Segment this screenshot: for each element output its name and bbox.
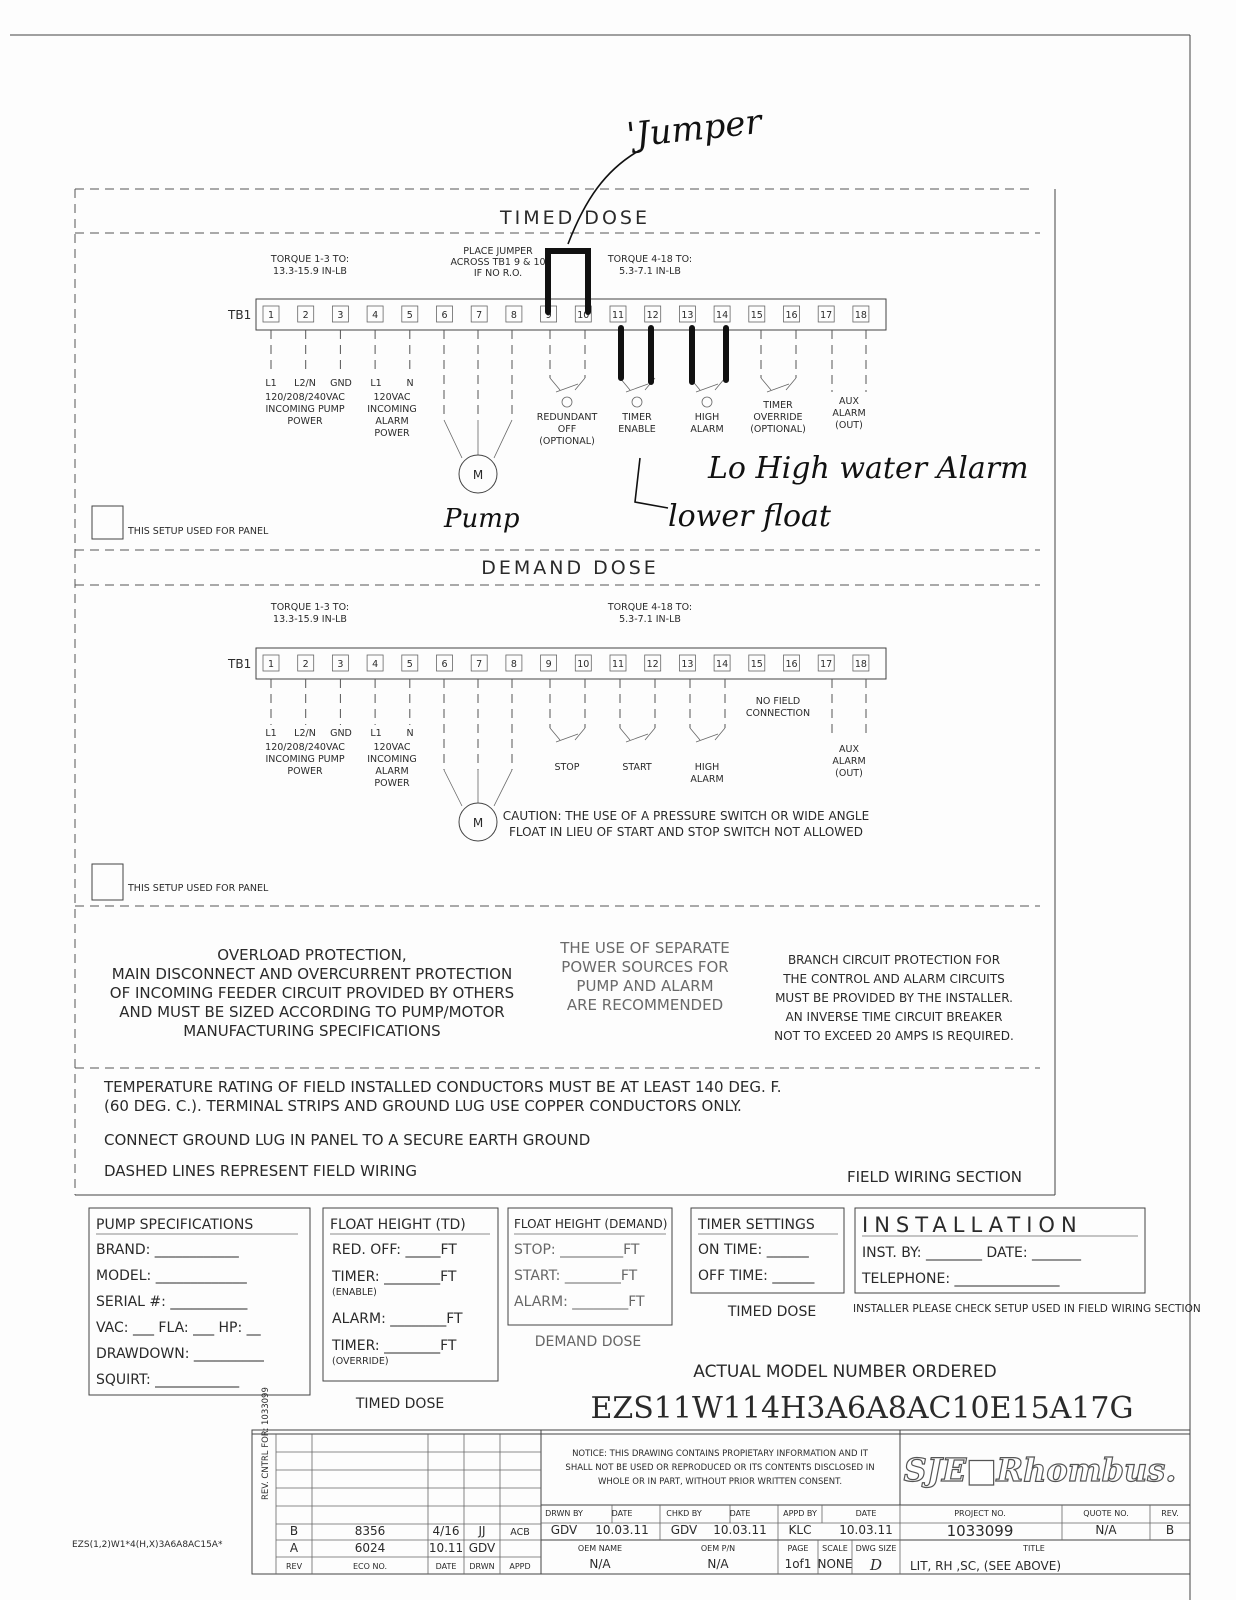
timed-motor-label: M [472,468,484,482]
pump-spec-drawdown: DRAWDOWN: __________ [96,1346,264,1362]
demand-aux-label-3: (OUT) [835,768,863,779]
high-water-alarm-handwriting: Lo High water Alarm [708,451,1029,486]
revision-table [261,1387,541,1574]
timed-terminal-number-2: 2 [302,310,309,321]
timed-terminal-number-18: 18 [854,310,867,321]
timed-motor-symbol [444,330,512,493]
notice-line-1: NOTICE: THIS DRAWING CONTAINS PROPIETARY INFORMATION AND IT [572,1449,868,1459]
demand-terminal-number-5: 5 [406,659,413,670]
demand-terminal-number-8: 8 [510,659,517,670]
chkd-date-value: 10.03.11 [713,1523,767,1537]
timed-terminal-number-8: 8 [510,310,517,321]
branch-line-3: MUST BE PROVIDED BY THE INSTALLER. [775,991,1013,1005]
rev-header-drwn: DRWN [469,1562,495,1571]
pump-spec-squirt: SQUIRT: ____________ [96,1372,240,1388]
pump-spec-vac: VAC: ___ FLA: ___ HP: __ [96,1320,261,1336]
separate-line-3: PUMP AND ALARM [576,977,714,995]
timed-setup-checkbox[interactable] [92,506,123,539]
demand-terminal-number-16: 16 [785,659,798,670]
project-no-label: PROJECT NO. [954,1509,1006,1518]
timed-switch-timer-override [750,330,806,435]
scale-value: NONE [817,1557,853,1571]
chkd-date-label: DATE [729,1509,751,1518]
float-demand-stop: STOP: _________FT [514,1242,640,1258]
demand-aux-label-2: ALARM [832,756,866,767]
pump-spec-serial: SERIAL #: ___________ [96,1294,248,1310]
timed-wire-gnd: GND [330,378,352,389]
rev-b-rev: B [289,1524,299,1538]
timed-high-alarm-label-2: ALARM [690,424,724,435]
oem-pn-value: N/A [707,1557,729,1571]
oem-name-label: OEM NAME [577,1544,623,1553]
rev-a-eco: 6024 [354,1541,386,1555]
timed-alarm-power-1: 120VAC [373,392,411,403]
timed-terminal-number-4: 4 [372,310,379,321]
temp-line-2: (60 DEG. C.). TERMINAL STRIPS AND GROUND LUG USE COPPER CONDUCTORS ONLY. [104,1097,742,1115]
overload-line-1: OVERLOAD PROTECTION, [217,946,407,964]
ground-note: CONNECT GROUND LUG IN PANEL TO A SECURE EARTH GROUND [104,1131,591,1149]
timed-torque-right-2: 5.3-7.1 IN-LB [619,266,681,277]
demand-terminal-number-14: 14 [716,659,729,670]
drwn-by-value: GDV [550,1523,578,1537]
demand-motor-label: M [472,816,484,830]
rev-a-rev: A [289,1541,299,1555]
appd-by-value: KLC [788,1523,812,1537]
demand-wire-l1: L1 [265,728,277,739]
timed-pump-power-1: 120/208/240VAC [265,392,345,403]
dashed-note: DASHED LINES REPRESENT FIELD WIRING [104,1162,418,1180]
demand-terminal-number-7: 7 [476,659,483,670]
rev-b-date: 4/16 [432,1524,460,1538]
demand-terminal-number-9: 9 [545,659,552,670]
rev-header-appd: APPD [509,1562,531,1571]
dwg-size-label: DWG SIZE [855,1544,897,1553]
timed-switch-timer-enable [618,378,655,435]
handwritten-annotations [443,102,1029,534]
model-number: EZS11W114H3A6A8AC10E15A17G [590,1391,1134,1426]
demand-terminal-number-18: 18 [854,659,867,670]
branch-line-2: THE CONTROL AND ALARM CIRCUITS [783,972,1005,986]
title-label: TITLE [1023,1544,1045,1553]
timed-aux-label-3: (OUT) [835,420,863,431]
rev-b-eco: 8356 [354,1524,386,1538]
demand-switch-high-alarm [690,679,725,785]
rev-header-eco: ECO NO. [353,1562,387,1571]
demand-terminal-number-2: 2 [302,659,309,670]
float-td-enable-sub: (ENABLE) [332,1287,377,1298]
timed-dose-section [92,207,886,539]
chkd-by-label: CHKD BY [666,1509,702,1518]
appd-by-label: APPD BY [783,1509,817,1518]
timed-terminal-number-3: 3 [337,310,344,321]
jumper-note-2: ACROSS TB1 9 & 10 [450,257,546,268]
demand-terminal-number-12: 12 [646,659,659,670]
appd-date-value: 10.03.11 [839,1523,893,1537]
demand-pump-power-3: POWER [287,766,323,777]
install-inst-by: INST. BY: ________ DATE: _______ [862,1245,1082,1261]
timed-dose-title: TIMED DOSE [500,207,650,229]
rev-header-date: DATE [435,1562,457,1571]
demand-aux-label-1: AUX [839,744,859,755]
jumper-handwriting: 'Jumper [624,102,764,156]
oem-name-value: N/A [589,1557,611,1571]
title-value: LIT, RH ,SC, (SEE ABOVE) [910,1559,1062,1573]
dwg-size-value: D [869,1556,883,1574]
timed-terminal-number-5: 5 [406,310,413,321]
demand-high-alarm-label-1: HIGH [694,762,720,773]
timed-terminal-number-1: 1 [267,310,275,321]
demand-wire-alarm-l1: L1 [370,728,382,739]
timed-terminal-number-16: 16 [785,310,798,321]
quote-no-label: QUOTE NO. [1083,1509,1129,1518]
stop-label: STOP [554,762,580,773]
page-value: 1of1 [784,1557,812,1571]
drwn-date-value: 10.03.11 [595,1523,649,1537]
timed-terminal-number-17: 17 [820,310,833,321]
float-td-timer-override: TIMER: ________FT [332,1338,457,1354]
pump-specifications-box [89,1208,310,1395]
demand-switch-stop [550,679,585,773]
float-td-caption: TIMED DOSE [355,1396,445,1412]
redundant-off-label-1: REDUNDANT [536,412,598,423]
separate-line-1: THE USE OF SEPARATE [560,939,730,957]
demand-switch-start [620,679,655,773]
project-no-value: 1033099 [946,1522,1014,1540]
overload-line-5: MANUFACTURING SPECIFICATIONS [183,1022,441,1040]
protection-notes [103,939,1022,1186]
chkd-by-value: GDV [670,1523,698,1537]
caution-line-2: FLOAT IN LIEU OF START AND STOP SWITCH NOT ALLOWED [509,825,863,839]
no-field-label-2: CONNECTION [745,708,811,719]
jumper-leader-line [568,150,640,244]
float-demand-title: FLOAT HEIGHT (DEMAND) [514,1217,668,1231]
drwn-date-label: DATE [611,1509,633,1518]
branch-line-5: NOT TO EXCEED 20 AMPS IS REQUIRED. [774,1029,1014,1043]
notice-line-2: SHALL NOT BE USED OR REPRODUCED OR ITS CONTENTS DISCLOSED IN [565,1463,875,1473]
rev-b-drwn: JJ [478,1524,486,1538]
timed-terminal-number-13: 13 [681,310,694,321]
timer-enable-label-1: TIMER [622,412,652,423]
timed-torque-left-1: TORQUE 1-3 TO: [270,254,350,265]
appd-date-label: DATE [855,1509,877,1518]
timed-terminals [263,306,869,375]
timer-override-label-1: TIMER [763,400,793,411]
demand-terminal-number-13: 13 [681,659,694,670]
demand-alarm-power-4: POWER [374,778,410,789]
rev-value: B [1165,1523,1175,1537]
pump-spec-brand: BRAND: ____________ [96,1242,239,1258]
demand-alarm-power-1: 120VAC [373,742,411,753]
demand-wire-l2n: L2/N [294,728,316,739]
float-ink-marks [621,328,726,382]
demand-alarm-power-2: INCOMING [367,754,417,765]
float-height-td-box [323,1208,498,1412]
timed-torque-left-2: 13.3-15.9 IN-LB [273,266,347,277]
timed-wire-alarm-l1: L1 [370,378,382,389]
float-td-override-sub: (OVERRIDE) [332,1356,389,1367]
timed-alarm-power-3: ALARM [375,416,409,427]
timer-settings-title: TIMER SETTINGS [698,1217,815,1233]
pump-handwriting: Pump [444,504,520,534]
installation-box [853,1208,1201,1315]
jumper-ink-mark [548,251,588,312]
timed-high-alarm-label-1: HIGH [694,412,720,423]
caution-line-1: CAUTION: THE USE OF A PRESSURE SWITCH OR WIDE ANGLE [502,809,870,823]
redundant-off-label-3: (OPTIONAL) [539,436,595,447]
demand-torque-right-1: TORQUE 4-18 TO: [607,602,693,613]
model-number-label: ACTUAL MODEL NUMBER ORDERED [693,1362,997,1382]
demand-torque-right-2: 5.3-7.1 IN-LB [619,614,681,625]
page-label: PAGE [787,1544,809,1553]
timer-on-time: ON TIME: ______ [698,1242,809,1258]
rev-a-drwn: GDV [468,1541,496,1555]
timed-terminal-number-11: 11 [611,310,625,321]
install-note: INSTALLER PLEASE CHECK SETUP USED IN FIELD WIRING SECTION [853,1303,1201,1315]
timed-terminal-number-7: 7 [476,310,483,321]
rev-label: REV. [1161,1509,1179,1518]
branch-line-1: BRANCH CIRCUIT PROTECTION FOR [787,953,1001,967]
field-wiring-border [75,189,1055,1195]
rev-b-appd: ACB [510,1527,530,1538]
jumper-note-1: PLACE JUMPER [463,246,533,257]
demand-terminal-number-6: 6 [441,659,448,670]
demand-dose-title: DEMAND DOSE [481,557,659,579]
timed-tb1-label: TB1 [228,308,252,322]
lower-float-leader [635,458,668,508]
timed-terminal-number-9: 9 [545,310,552,321]
sje-rhombus-logo: SJE■Rhombus. [903,1451,1177,1489]
rev-a-date: 10.11 [428,1541,464,1555]
demand-tb1-label: TB1 [228,657,252,671]
demand-pump-power-1: 120/208/240VAC [265,742,345,753]
oem-pn-label: OEM P/N [700,1544,736,1553]
float-demand-caption: DEMAND DOSE [534,1334,642,1350]
demand-alarm-power-3: ALARM [375,766,409,777]
timed-wire-alarm-n: N [406,378,414,389]
timed-wire-l2n: L2/N [294,378,316,389]
notice-line-3: WHOLE OR IN PART, WITHOUT PRIOR WRITTEN CONSENT. [597,1477,843,1487]
demand-terminal-number-1: 1 [267,659,275,670]
demand-wire-alarm-n: N [406,728,414,739]
demand-setup-checkbox[interactable] [92,864,123,900]
timed-terminal-number-14: 14 [716,310,729,321]
jumper-note-3: IF NO R.O. [473,268,523,279]
field-wiring-section-label: FIELD WIRING SECTION [846,1168,1022,1186]
timed-alarm-power-2: INCOMING [367,404,417,415]
overload-line-4: AND MUST BE SIZED ACCORDING TO PUMP/MOTOR [119,1003,505,1021]
overload-line-2: MAIN DISCONNECT AND OVERCURRENT PROTECTION [111,965,513,983]
timer-off-time: OFF TIME: ______ [698,1268,815,1284]
side-model-code: EZS(1,2)W1*4(H,X)3A6A8AC15A* [72,1540,223,1550]
installation-title: INSTALLATION [862,1213,1083,1237]
quote-no-value: N/A [1095,1523,1117,1537]
timer-enable-label-2: ENABLE [618,424,656,435]
overload-line-3: OF INCOMING FEEDER CIRCUIT PROVIDED BY OTHERS [109,984,515,1002]
float-td-timer-enable: TIMER: ________FT [332,1269,457,1285]
demand-setup-note: THIS SETUP USED FOR PANEL [128,883,269,894]
timed-torque-right-1: TORQUE 4-18 TO: [607,254,693,265]
demand-dose-section [92,557,886,900]
demand-torque-left-2: 13.3-15.9 IN-LB [273,614,347,625]
demand-terminal-number-4: 4 [372,659,379,670]
temp-line-1: TEMPERATURE RATING OF FIELD INSTALLED CONDUCTORS MUST BE AT LEAST 140 DEG. F. [104,1078,782,1096]
demand-wire-gnd: GND [330,728,352,739]
rev-control-label: REV. CNTRL FOR: 1033099 [261,1387,271,1500]
demand-torque-left-1: TORQUE 1-3 TO: [270,602,350,613]
demand-high-alarm-label-2: ALARM [690,774,724,785]
timed-pump-power-3: POWER [287,416,323,427]
no-field-label-1: NO FIELD [755,696,801,707]
rev-header-rev: REV [285,1562,303,1571]
float-demand-start: START: ________FT [514,1268,638,1284]
timed-switch-high-alarm [690,378,725,435]
timed-switch-redundant-off [537,330,598,447]
timer-override-label-3: (OPTIONAL) [750,424,806,435]
timed-terminal-number-10: 10 [577,310,590,321]
start-label: START [622,762,652,773]
timed-pump-power-2: INCOMING PUMP [265,404,345,415]
float-demand-alarm: ALARM: ________FT [514,1294,645,1310]
timer-override-label-2: OVERRIDE [753,412,803,423]
demand-terminal-number-11: 11 [611,659,625,670]
timed-terminal-number-6: 6 [441,310,448,321]
demand-aux-alarm [832,679,866,779]
separate-line-4: ARE RECOMMENDED [566,996,724,1014]
demand-terminal-number-10: 10 [577,659,590,670]
timed-terminal-number-12: 12 [646,310,659,321]
pump-spec-title: PUMP SPECIFICATIONS [96,1217,254,1233]
timer-caption: TIMED DOSE [727,1304,817,1320]
timed-alarm-power-4: POWER [374,428,410,439]
demand-terminal-number-15: 15 [750,659,763,670]
timed-terminal-number-15: 15 [750,310,763,321]
drwn-by-label: DRWN BY [545,1509,583,1518]
float-td-title: FLOAT HEIGHT (TD) [330,1217,466,1233]
separate-line-2: POWER SOURCES FOR [561,958,729,976]
timed-wire-l1: L1 [265,378,277,389]
scale-label: SCALE [822,1544,848,1553]
demand-pump-power-2: INCOMING PUMP [265,754,345,765]
redundant-off-label-2: OFF [557,424,577,435]
timed-aux-alarm [832,330,866,431]
install-telephone: TELEPHONE: _______________ [862,1271,1060,1287]
float-td-red-off: RED. OFF: _____FT [332,1242,457,1258]
float-td-alarm: ALARM: ________FT [332,1311,463,1327]
timed-aux-label-1: AUX [839,396,859,407]
demand-terminal-number-17: 17 [820,659,833,670]
lower-float-handwriting: lower float [668,499,831,534]
branch-line-4: AN INVERSE TIME CIRCUIT BREAKER [785,1010,1003,1024]
pump-spec-model: MODEL: _____________ [96,1268,247,1284]
timed-setup-note: THIS SETUP USED FOR PANEL [128,526,269,537]
float-height-demand-box [508,1208,672,1350]
demand-terminal-number-3: 3 [337,659,344,670]
timed-aux-label-2: ALARM [832,408,866,419]
timer-settings-box [691,1208,844,1320]
